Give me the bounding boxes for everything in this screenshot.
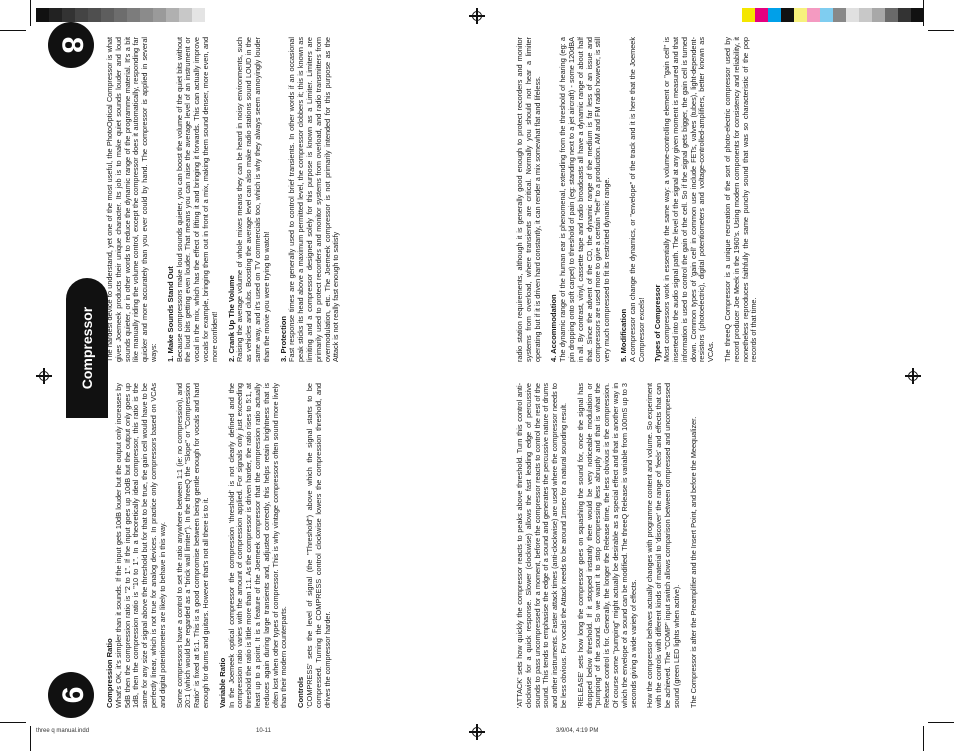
color-swatch xyxy=(127,8,140,22)
column-right-upper xyxy=(516,37,767,362)
paragraph-threeq: The threeQ Compressor is a unique recreation of the sort of photo-electric compressor used by record producer Joe Meek in the 1960's. Using modern components for consistency and reliability, it nonetheless reproduces faithfully the same punchy sound that was so characteristic of the pop records of that time. xyxy=(722,37,759,362)
heading-variable: Variable Ratio xyxy=(217,657,227,708)
intro-paragraph: The hardest device to understand, yet one of the most useful, the PhotoOptical Compressor is what gives Joemeek products their unique character. Its job is to make quiet sounds louder and loud sounds quieter, or in other words to reduce the dynamic range of the programme material. It's a bit like manually riding the volume control, except the compressor does it automatically, responding far quicker and more accurately than you ever could by hand. The compressor is applied in several ways: xyxy=(105,37,158,362)
page-title-wrap xyxy=(66,278,108,418)
color-swatch xyxy=(768,8,781,22)
color-swatch xyxy=(49,8,62,22)
color-swatch xyxy=(36,8,49,22)
paragraph-after: The Compressor is after the Preamplifier and the Insert Point, and before the Meequalizer. xyxy=(688,416,698,708)
color-swatch xyxy=(192,8,205,22)
color-swatch xyxy=(807,8,820,22)
column-left-upper xyxy=(106,37,349,362)
color-swatch xyxy=(114,8,127,22)
color-swatch xyxy=(179,8,192,22)
page-number-right: 9 xyxy=(48,672,94,718)
paragraph-ratio-1: What's OK, it's simpler than it sounds. If the input gets 10dB louder but the output only increases by 5dB then the compression ratio is "2 to 1". If the input goes up 10dB but the output only goes up 1dB, then the compression ratio is "10 to 1". In a theoretically ideal compressor, this ratio is the same for any size of signal above the threshold but for that to be true, the gain cell would have to be perfectly linear, which is not true for analog devices. In practice only compressors based on VCAs and digital potentiometers are likely to behave in this way. xyxy=(113,383,167,708)
color-swatch xyxy=(88,8,101,22)
paragraph-accommodation: The dynamic range of the human ear is phenomenal, extending from the threshold of hearing (eg: a pin dropping onto soft carpet) to threshold of pain (eg: standing next to a jet aircraft) - some 120dBA in all. By contrast, vinyl, cassette tape and radio broadcasts all have a dynamic range of about half that. Since the advent of the CD, the dynamic range of the medium is far less of an issue and compressors are used more to give a certain "feel" to a production. AM and FM radio however, is still very much compressed to fit its restricted dynamic range. xyxy=(558,37,612,362)
color-swatch xyxy=(885,8,898,22)
heading-modification: 5. Modification xyxy=(618,308,628,362)
paragraph-variable: In the Joemeek optical compressor the compression 'threshold' is not clearly defined and the compression ratio varies with the amount of compression applied. For signals only just exceeding threshold the ratio is little more than 1:1. As the compressor is driven harder, the ratio rises to 5:1, at least up to a point. It is a feature of the Joemeek compressor that the compression ratio actually reduces again during large transients and, adjusted correctly, this helps retain brightness that is often lost when other types of compressor. This is why vintage compressors often sound more lively than their modern counterparts. xyxy=(226,383,289,708)
slug-pages: 10-11 xyxy=(256,728,271,734)
crop-mark xyxy=(923,726,924,751)
heading-crank-up: 2. Crank Up The Volume xyxy=(226,275,236,362)
paragraph-attack: 'ATTACK' sets how quickly the compressor reacts to peaks above threshold. Turn this control anti-clockwise for a quick response. Slower (clockwise) allows the fast leading edge of percussive sounds to pass uncompressed for a moment, before the compressor reacts to control the rest of the sound. This tends to emphasise the edge of a sound and generates the percussive nature of drums and other instruments. Faster attack times (anti-clockwise) are used where the compressor needs to be less obvious. For vocals the Attack needs to be around 1msec for a natural sounding result. xyxy=(515,383,568,708)
heading-controls: Controls xyxy=(296,676,306,708)
color-swatch xyxy=(140,8,153,22)
crop-mark xyxy=(923,0,924,26)
color-swatch xyxy=(820,8,833,22)
color-swatch xyxy=(833,8,846,22)
registration-mark-icon xyxy=(469,8,485,24)
color-swatch xyxy=(75,8,88,22)
color-bar-grayscale xyxy=(36,8,205,22)
paragraph-crank-up: Raising the average volume of whole mixes means they can be heard in noisy environments, such as vehicles and clubs. Boosting the average level can also make radio stations sound LOUD in the same way, and it's used on TV commercials too, which is why they always seem annoyingly louder than the movie you were trying to watch! xyxy=(235,37,271,362)
registration-mark-icon xyxy=(469,724,485,740)
color-swatch xyxy=(872,8,885,22)
paragraph-modification: A compressor can change the dynamics, or "envelope" of the track and it is here that the Joemeek Compressor excels! xyxy=(627,37,646,362)
heading-ratio: Compression Ratio xyxy=(105,638,114,708)
crop-mark xyxy=(0,30,26,31)
registration-mark-icon xyxy=(905,368,921,384)
paragraph-make-sounds: Because compressors make loud sounds quieter, you can boost the volume of the quiet bits without the loud bits getting even louder. That means you can raise the average level of an instrument or vocal in the mix, which has the effect of lifting it and bringing it forwards. This can actually improve vocals for example, bringing them out in front of a mix, making them sound denser, more even, and more confident! xyxy=(174,37,219,362)
paragraph-protection: Fast response times are generally used to control brief transients. In other words if an occasional peak sticks its head above a maximum permitted level, the compressor clobbers it; this is known as limiting and a compressor designed solely for this purpose is known as a Limiter. Limiters are primarily used to protect recorders and monitor systems from overload, and radio transmitters from overmodulation, etc. The Joemeek compressor is not primarily intended for this purpose as the Attack is not really fast enough to satisfy xyxy=(287,37,341,362)
color-swatch xyxy=(898,8,911,22)
page-number-left: 8 xyxy=(48,22,94,68)
paragraph-how: How the compressor behaves actually changes with programme content and volume. So experiment with the controls with different kinds of material to 'discover' the range of 'feels' and effects that can be achieved. The "COMP" input switch allows comparison between compressed and uncompressed sound (green LED lights when active). xyxy=(645,383,681,708)
heading-protection: 3. Protection xyxy=(278,316,288,362)
paragraph-release: 'RELEASE' sets how long the compressor goes on squashing the sound for, once the signal has dropped below threshold. If it stopped instantly there would be very noticeable modulation or "pumping" of the sound. So we want it to stop compressing less abruptly and that is what the Release control is for. Generally, the longer the Release time, the less obvious is the compression. Of course some "pumping" might actually be desirable as a special effect and that is another way in which the envelope of a sound can be modified. The threeQ Release is variable from 100mS up to 3 seconds giving a wide variety of effects. xyxy=(575,383,638,708)
crop-mark xyxy=(30,726,31,751)
column-right-lower xyxy=(516,383,706,708)
paragraph-top: radio station requirements, although it is generally good enough to protect recorders and monitor systems from overload, where transients are critical. Normally you should not hear a limiter operating but if it is driven hard constantly, it can render a mix somewhat flat and lifeless. xyxy=(515,37,542,362)
color-swatch xyxy=(846,8,859,22)
heading-types: Types of Compressor xyxy=(653,284,663,362)
paragraph-types: Most compressors work in essentially the same way: a volume-controlling element or "gain cell" is inserted into the audio signal path. The level of the signal at any given moment is measured and that information is used to control the gain of the cell. So if the signal gets bigger, the gain cell is turned down. Common types of 'gain cell' in common use include FETs, valves (tubes), light-dependent-resistors (photoelectric), digital potentiometers and voltage-controlled-amplifiers, better known as VCAs. xyxy=(662,37,716,362)
color-swatch xyxy=(62,8,75,22)
color-swatch xyxy=(153,8,166,22)
color-swatch xyxy=(101,8,114,22)
slug-date: 3/9/04, 4:19 PM xyxy=(556,728,599,734)
color-swatch xyxy=(755,8,768,22)
color-swatch xyxy=(859,8,872,22)
paragraph-ratio-2: Some compressors have a control to set the ratio anywhere between 1:1 (ie: no compression), and 20:1 (which would be regarded as a "brick wall limiter"). In the threeQ the "Slope" or "Compression Ratio" is fixed at 5:1. This is a good compromise between being gentle enough for vocals and hard enough for drums and guitars. However that's not all there is to it. xyxy=(174,383,210,708)
crop-mark xyxy=(30,0,31,26)
color-bar-cmyk xyxy=(742,8,924,22)
crop-mark xyxy=(928,30,954,31)
heading-accommodation: 4. Accommodation xyxy=(549,294,559,362)
paragraph-controls: 'COMPRESS' sets the level of signal (the "Threshold") above which the signal starts to be compressed. Turning the COMPRESS control clockwise lowers the compression threshold, and drives the compressor harder. xyxy=(304,383,332,708)
heading-make-sounds: 1. Make Sounds Stand Out xyxy=(165,266,175,362)
slug-file: three q manual.indd xyxy=(36,728,90,734)
column-left-lower xyxy=(106,383,340,708)
color-swatch xyxy=(166,8,179,22)
color-swatch xyxy=(794,8,807,22)
registration-mark-icon xyxy=(36,368,52,384)
color-swatch xyxy=(742,8,755,22)
crop-mark xyxy=(0,722,26,723)
color-swatch xyxy=(781,8,794,22)
page-title: Compressor xyxy=(79,306,95,390)
crop-mark xyxy=(928,722,954,723)
